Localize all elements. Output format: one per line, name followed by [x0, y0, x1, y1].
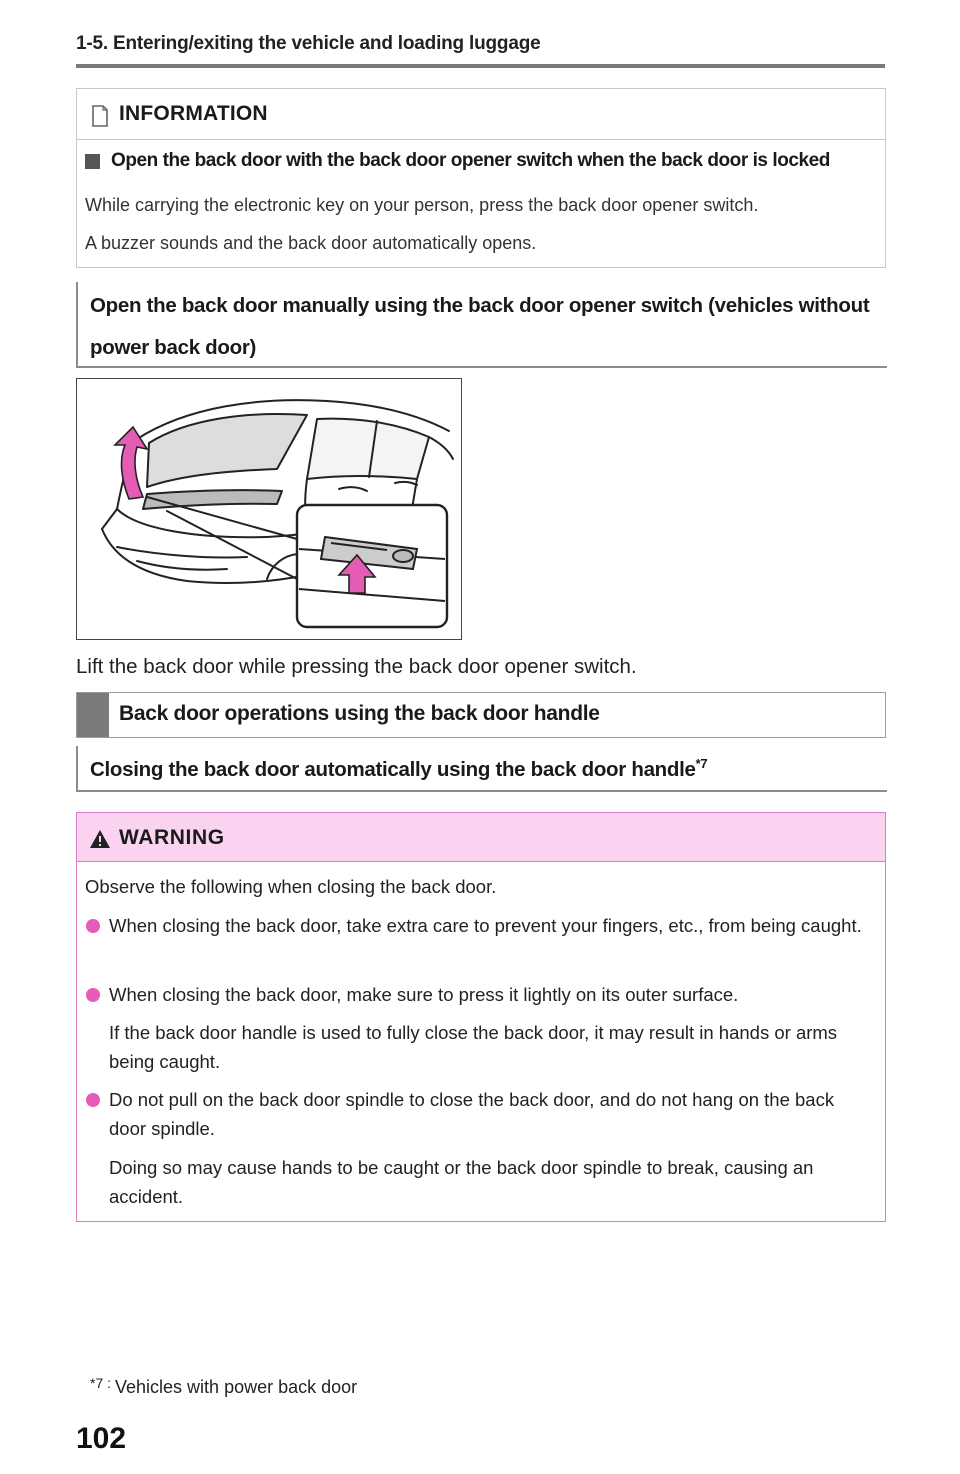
- footnote-reference: *7: [695, 756, 708, 771]
- warning-item-note: Doing so may cause hands to be caught or the back door spindle to break, causing an accident.: [109, 1157, 814, 1207]
- warning-item-text: Do not pull on the back door spindle to close the back door, and do not hang on the back door spindle.: [109, 1089, 835, 1139]
- bullet-dot-icon: [86, 919, 100, 933]
- warning-box: [76, 812, 886, 1222]
- page-number: 102: [76, 1422, 127, 1455]
- bullet-dot-icon: [86, 988, 100, 1002]
- warning-triangle-icon: [89, 829, 111, 849]
- information-subheading: Open the back door with the back door opener switch when the back door is locked: [111, 150, 830, 171]
- warning-title: WARNING: [119, 826, 225, 849]
- bullet-dot-icon: [86, 1093, 100, 1107]
- information-paragraph: A buzzer sounds and the back door automatically opens.: [85, 233, 537, 253]
- footnote-mark: *7 :: [90, 1375, 112, 1391]
- vehicle-rear-illustration: [76, 378, 462, 640]
- information-icon: [91, 105, 109, 127]
- section-heading-label: Closing the back door automatically using the back door handle: [90, 757, 696, 781]
- section-heading-text: [90, 756, 707, 782]
- warning-item-note: If the back door handle is used to fully close the back door, it may result in hands or arms being caught.: [109, 1022, 838, 1072]
- information-title: INFORMATION: [119, 102, 268, 125]
- section-heading-open-manually: [76, 282, 887, 368]
- header-rule: [76, 64, 885, 68]
- warning-intro: Observe the following when closing the back door.: [85, 876, 497, 897]
- square-bullet-icon: [85, 154, 100, 169]
- warning-item-text: When closing the back door, take extra care to prevent your fingers, etc., from being caught.: [109, 915, 862, 936]
- section-heading-closing-automatically: [76, 746, 887, 792]
- footnote: [90, 1377, 357, 1398]
- warning-item-text: When closing the back door, make sure to press it lightly on its outer surface.: [109, 984, 739, 1005]
- back-door-opener-switch-illustration: [77, 379, 461, 639]
- section-heading-text: Back door operations using the back door handle: [119, 702, 600, 725]
- information-paragraph: While carrying the electronic key on your person, press the back door opener switch.: [85, 195, 759, 215]
- running-head: 1-5. Entering/exiting the vehicle and loading luggage: [76, 33, 541, 54]
- section-heading-text: Open the back door manually using the back door opener switch (vehicles without power back door): [90, 294, 870, 359]
- information-box: [76, 88, 886, 268]
- footnote-text: Vehicles with power back door: [115, 1377, 358, 1397]
- warning-header: [77, 813, 885, 862]
- section-heading-back-door-handle: [76, 692, 886, 738]
- heading-marker-block: [77, 693, 109, 737]
- figure-caption: Lift the back door while pressing the back door opener switch.: [76, 655, 637, 678]
- information-header: [77, 89, 885, 140]
